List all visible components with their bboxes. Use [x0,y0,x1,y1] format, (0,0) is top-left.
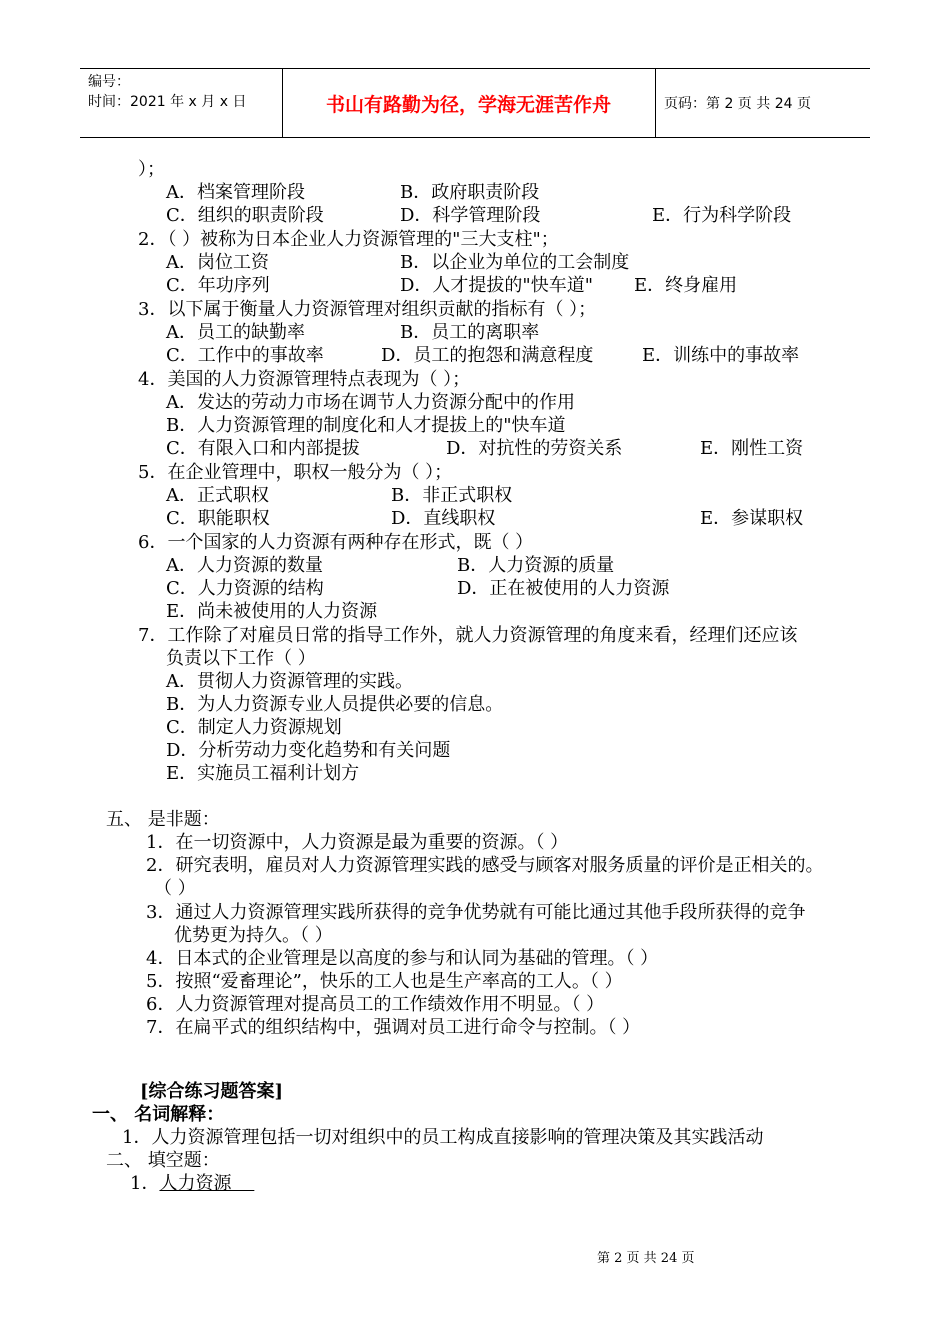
header-divider [655,69,656,137]
q1-option-d: D．科学管理阶段 [400,205,541,226]
q6-option-d: D．正在被使用的人力资源 [457,578,670,599]
q5-option-e: E．参谋职权 [700,508,804,529]
q7-option-d: D．分析劳动力变化趋势和有关问题 [166,740,451,761]
q4-text: 4．美国的人力资源管理特点表现为（ ）； [138,369,471,390]
tf-item-3: 3．通过人力资源管理实践所获得的竞争优势就有可能比通过其他手段所获得的竞争 [146,902,806,923]
header-meta [88,72,246,112]
q5-option-a: A．正式职权 [166,485,269,506]
tf-item-2-cont: （ ） [154,878,196,899]
q1-option-e: E．行为科学阶段 [652,205,792,226]
q1-option-b: B．政府职责阶段 [400,182,540,203]
q6-option-c: C．人力资源的结构 [166,578,324,599]
q4-option-c: C．有限入口和内部提拔 [166,438,360,459]
header-page-info: 页码：第 2 页 共 24 页 [664,96,811,112]
document-header [80,68,870,138]
tf-item-5: 5．按照“爱畜理论”，快乐的工人也是生产率高的工人。（ ） [146,971,623,992]
answers-fill-1 [130,1172,254,1195]
q6-option-e: E．尚未被使用的人力资源 [166,601,378,622]
tf-item-1: 1．在一切资源中，人力资源是最为重要的资源。（ ） [146,832,569,853]
q3-option-a: A．员工的缺勤率 [166,322,305,343]
q6-option-b: B．人力资源的质量 [457,555,615,576]
tf-item-4: 4．日本式的企业管理是以高度的参与和认同为基础的管理。（ ） [146,948,659,969]
q3-text: 3．以下属于衡量人力资源管理对组织贡献的指标有（ ）； [138,299,597,320]
section-true-false-title: 五、 是非题： [106,809,220,830]
q2-option-a: A．岗位工资 [166,252,269,273]
q7-text-cont: 负责以下工作（ ） [166,648,316,669]
tf-item-6: 6．人力资源管理对提高员工的工作绩效作用不明显。（ ） [146,994,605,1015]
q1-tail: ）； [138,159,165,180]
q4-option-b: B．人力资源管理的制度化和人才提拔上的"快车道 [166,415,566,436]
header-motto: 书山有路勤为径，学海无涯苦作舟 [325,93,611,116]
tf-item-3-cont: 优势更为持久。（ ） [174,925,333,946]
q7-option-b: B．为人力资源专业人员提供必要的信息。 [166,694,504,715]
q4-option-a: A．发达的劳动力市场在调节人力资源分配中的作用 [166,392,575,413]
answers-title: [综合练习题答案] [140,1081,284,1102]
q5-option-b: B．非正式职权 [391,485,513,506]
q6-option-a: A．人力资源的数量 [166,555,323,576]
q2-option-d: D．人才提拔的"快车道" [400,275,593,296]
answers-fill-1-answer: 人力资源 [159,1173,255,1194]
answers-section-1: 一、 名词解释： [92,1104,225,1125]
page-footer: 第 2 页 共 24 页 [597,1251,695,1266]
q4-option-e: E．刚性工资 [700,438,804,459]
q7-option-e: E．实施员工福利计划方 [166,763,360,784]
q2-option-c: C．年功序列 [166,275,270,296]
time-label: 时间：2021 年 x 月 x 日 [88,94,247,110]
q7-text: 7．工作除了对雇员日常的指导工作外，就人力资源管理的角度来看，经理们还应该 [138,625,798,646]
number-label: 编号： [88,74,130,90]
q2-text: 2．（ ）被称为日本企业人力资源管理的"三大支柱"； [138,229,559,250]
q1-option-a: A．档案管理阶段 [166,182,305,203]
q5-option-d: D．直线职权 [391,508,496,529]
q3-option-e: E．训练中的事故率 [642,345,800,366]
q1-option-c: C．组织的职责阶段 [166,205,324,226]
q3-option-c: C．工作中的事故率 [166,345,324,366]
q7-option-a: A．贯彻人力资源管理的实践。 [166,671,413,692]
q3-option-b: B．员工的离职率 [400,322,540,343]
tf-item-2: 2．研究表明，雇员对人力资源管理实践的感受与顾客对服务质量的评价是正相关的。 [146,855,824,876]
answers-item-1: 1．人力资源管理包括一切对组织中的员工构成直接影响的管理决策及其实践活动 [122,1127,764,1148]
tf-item-7: 7．在扁平式的组织结构中，强调对员工进行命令与控制。（ ） [146,1017,641,1038]
answers-fill-1-number: 1． [130,1173,160,1194]
q6-text: 6．一个国家的人力资源有两种存在形式，既（ ） [138,532,534,553]
q2-option-e: E．终身雇用 [634,275,738,296]
q5-text: 5．在企业管理中，职权一般分为（ ）； [138,462,453,483]
q2-option-b: B．以企业为单位的工会制度 [400,252,630,273]
q3-option-d: D．员工的抱怨和满意程度 [381,345,594,366]
answers-section-2: 二、 填空题： [106,1150,220,1171]
q5-option-c: C．职能职权 [166,508,270,529]
q7-option-c: C．制定人力资源规划 [166,717,342,738]
q4-option-d: D．对抗性的劳资关系 [446,438,623,459]
